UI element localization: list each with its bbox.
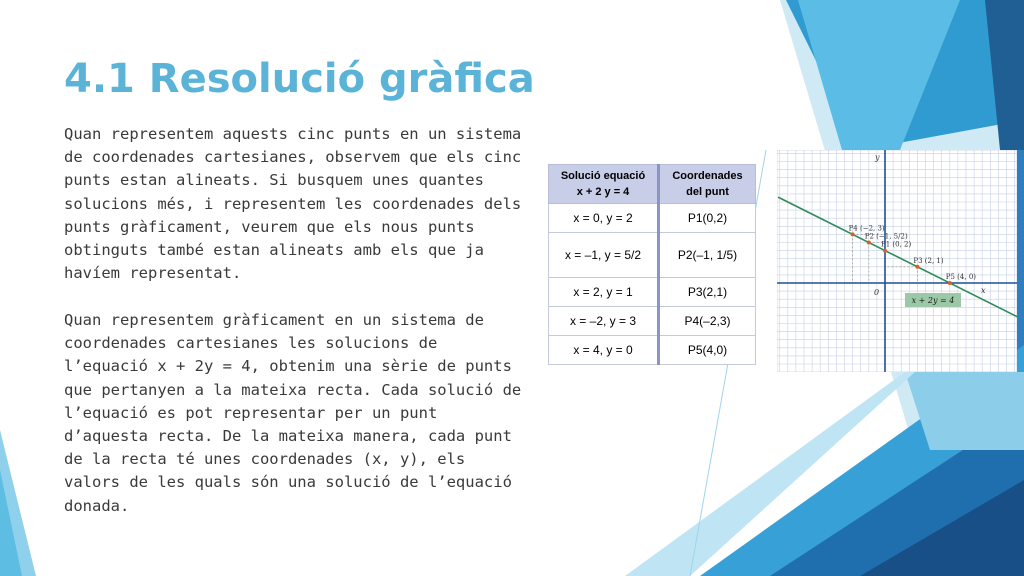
slide-title: 4.1 Resolució gràfica: [64, 56, 535, 102]
point-cell: P5(4,0): [659, 336, 756, 365]
header-solution-line1: Solució equació: [560, 170, 646, 182]
point-label-p2: P2 (−1, 5/2): [864, 232, 908, 241]
point-p4: [851, 232, 855, 236]
point-cell: P1(0,2): [659, 204, 756, 233]
point-label-p1: P1 (0, 2): [881, 240, 912, 249]
table-header-solution: [549, 165, 659, 204]
table-row: [549, 204, 756, 233]
table-row: [549, 336, 756, 365]
equation-label: x + 2y = 4: [911, 296, 955, 305]
point-p1: [883, 249, 887, 253]
point-p3: [915, 265, 919, 269]
header-coordinates-line2: del punt: [686, 186, 729, 198]
solution-cell: x = 2, y = 1: [549, 278, 659, 307]
point-cell: P2(–1, 1/5): [659, 233, 756, 278]
point-label-p4: P4 (−2, 3): [848, 224, 885, 233]
solution-cell: x = 4, y = 0: [549, 336, 659, 365]
table-row: [549, 278, 756, 307]
solution-cell: x = –2, y = 3: [549, 307, 659, 336]
table-header-coordinates: [659, 165, 756, 204]
header-coordinates-line1: Coordenades: [672, 170, 743, 182]
point-p5: [948, 281, 952, 285]
solution-cell: x = 0, y = 2: [549, 204, 659, 233]
solution-cell: x = –1, y = 5/2: [549, 233, 659, 278]
point-label-p5: P5 (4, 0): [945, 273, 977, 281]
solutions-table: [548, 164, 756, 365]
point-label-p3: P3 (2, 1): [913, 256, 944, 265]
point-p2: [867, 241, 871, 245]
equation-paragraph: Quan representem gràficament en un sistema de coordenades cartesianes les solucions de l’equació x + 2y = 4, obtenim una sèrie de punts que pertanyen a la mateixa recta. Cada solució de l’equació es pot representar per un punt d’aquesta recta. De la mateixa manera, cada punt de la recta té unes coordenades (x, y), els valors de les quals són una solució de l’equació donada.: [64, 311, 522, 515]
header-solution-line2: x + 2 y = 4: [576, 186, 630, 198]
table-row: [549, 233, 756, 278]
intro-paragraph: Quan representem aquests cinc punts en un sistema de coordenades cartesianes, observem que els cinc punts estan alineats. Si busquem unes quantes solucions més, i representem les coordenades dels punts gràficament, veurem que els nous punts obtinguts també estan alineats amb els que ja havíem representat.: [64, 125, 522, 283]
coordinate-graph: [777, 150, 1017, 372]
table-row: [549, 307, 756, 336]
table-header-row: [549, 165, 756, 204]
x-axis-label: x: [981, 286, 986, 295]
origin-label: 0: [874, 288, 880, 297]
point-cell: P3(2,1): [659, 278, 756, 307]
y-axis-label: y: [875, 153, 880, 162]
point-cell: P4(–2,3): [659, 307, 756, 336]
